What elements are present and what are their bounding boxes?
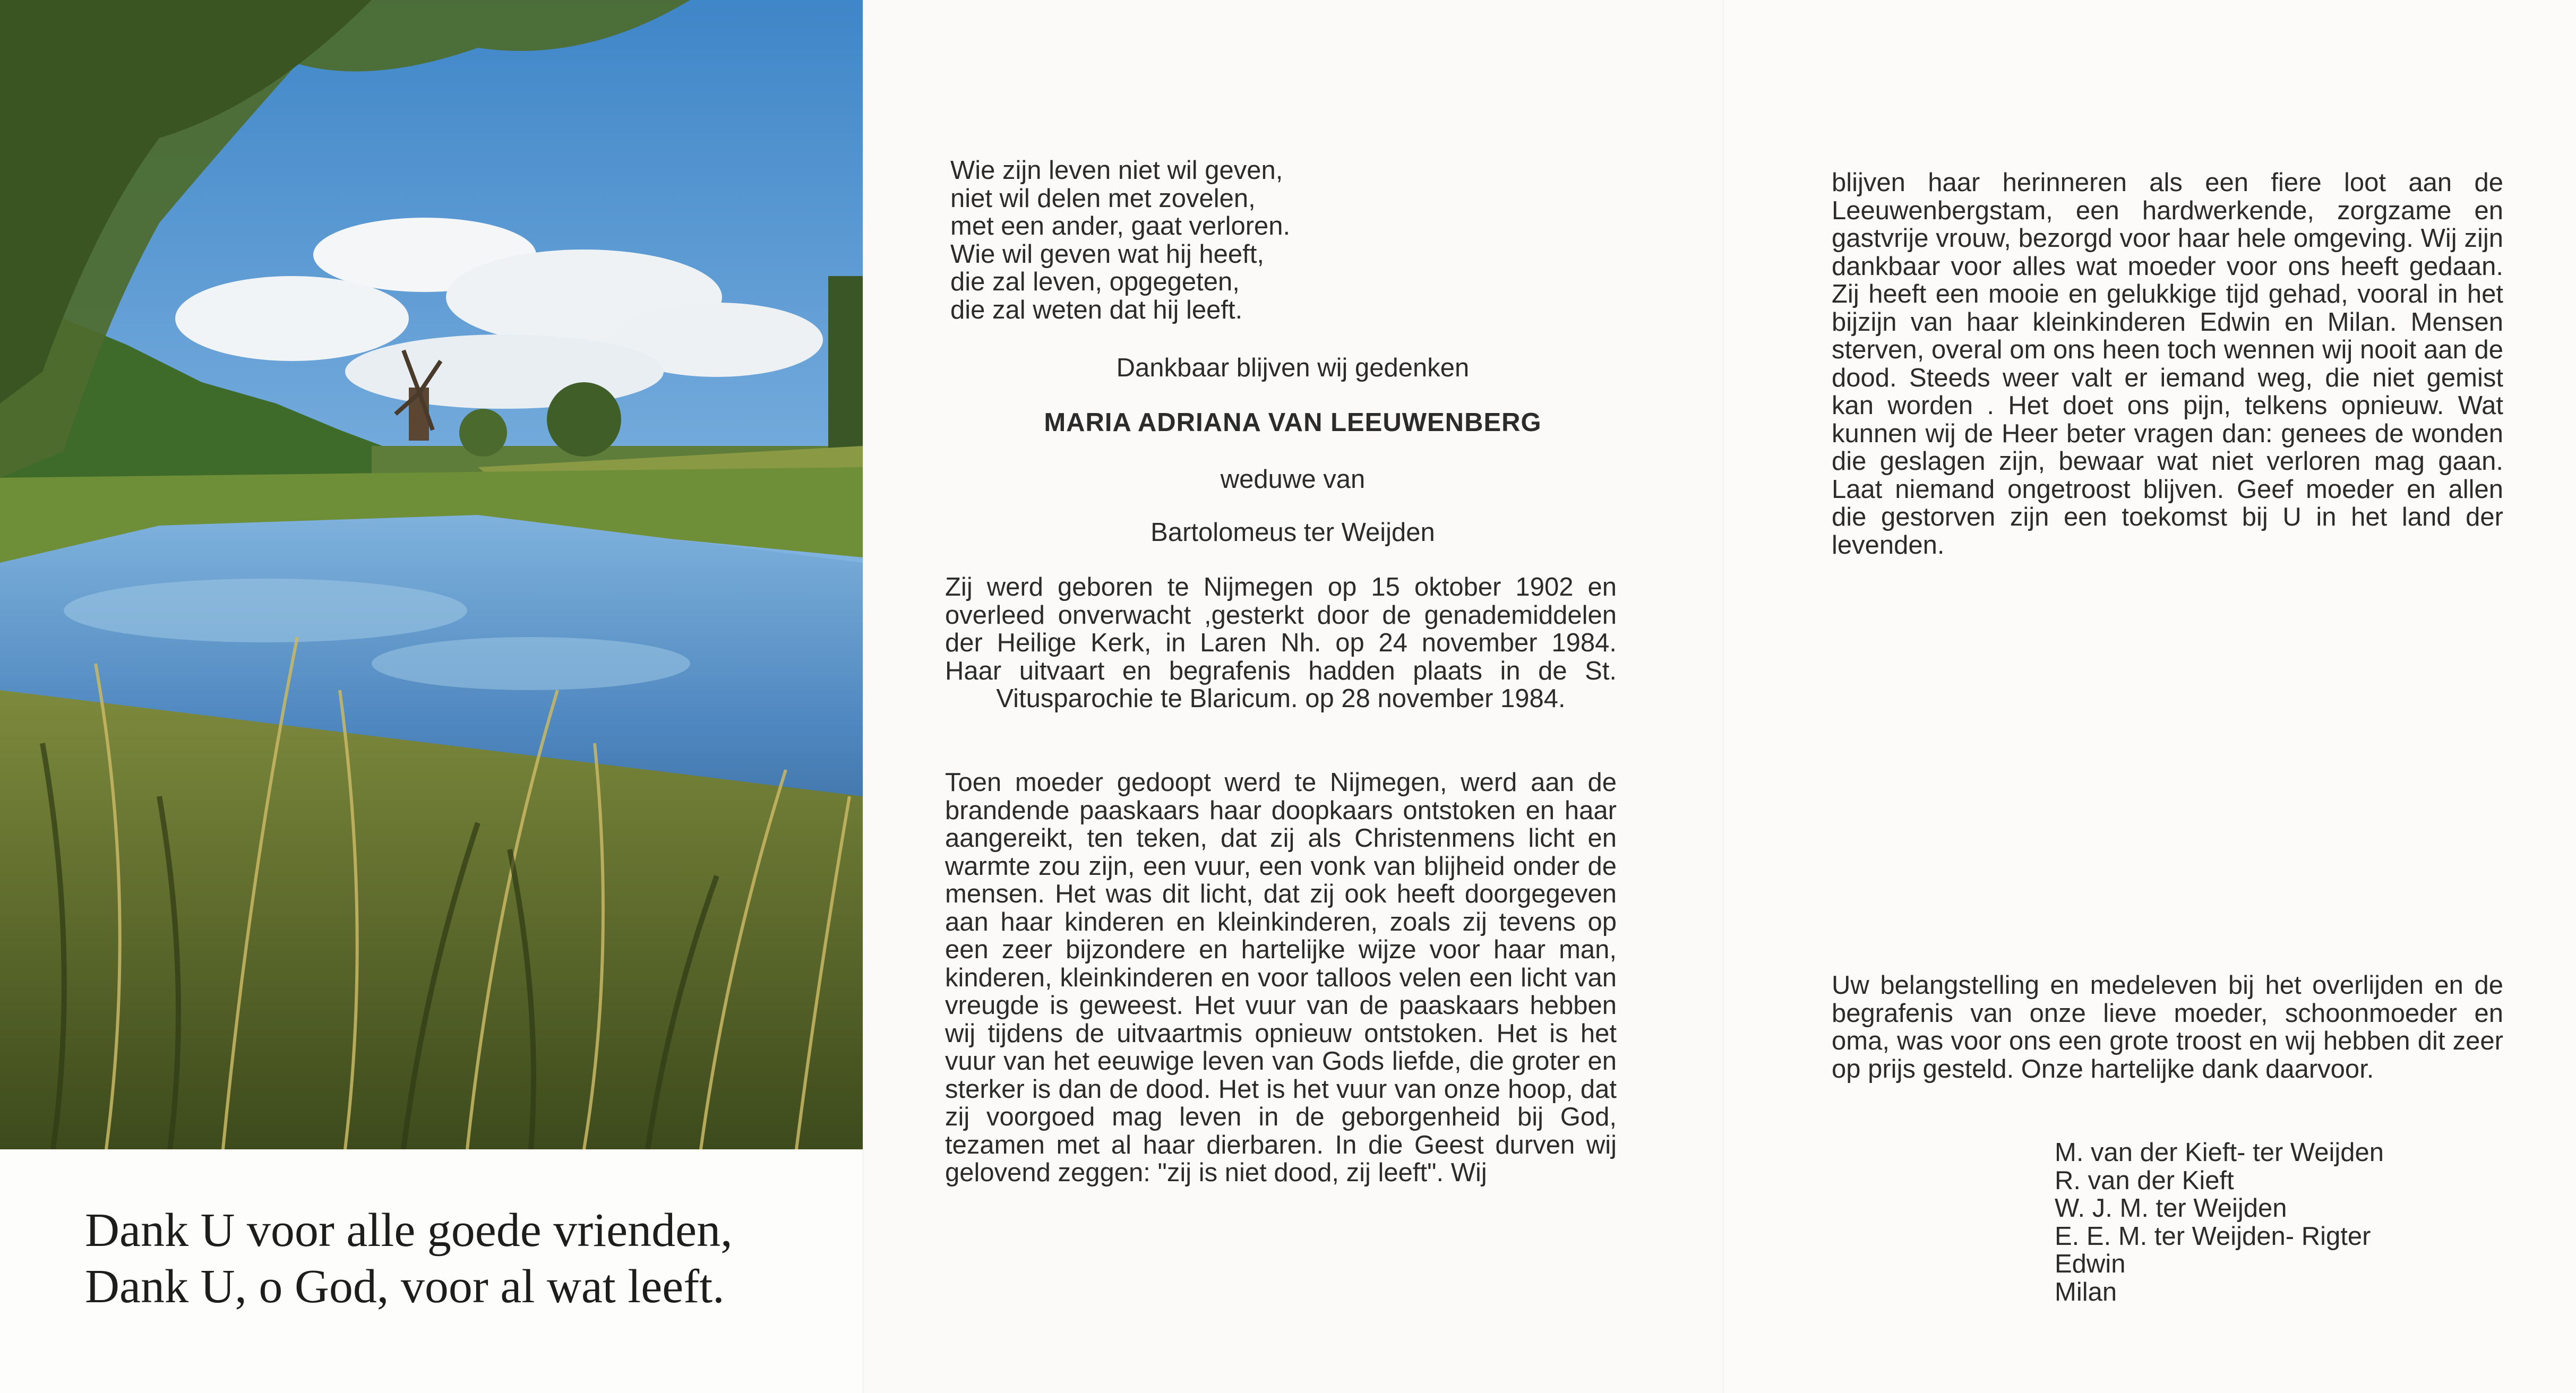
signatory: R. van der Kieft xyxy=(2055,1166,2234,1195)
biography: Zij werd geboren te Nijmegen op 15 oktober 1902 en overleed onverwacht ,gesterkt door de genademiddelen der Heilige Kerk, in Laren Nh. op 24 november 1984. Haar uitvaart en begrafenis hadden plaats in de St. Vitusparochie te Blaricum. op 28 november 1984. xyxy=(945,573,1617,713)
signatory: E. E. M. ter Weijden- Rigter xyxy=(2055,1222,2371,1251)
deceased-name: MARIA ADRIANA VAN LEEUWENBERG xyxy=(1044,408,1542,437)
poem-line: niet wil delen met zovelen, xyxy=(950,184,1256,213)
continuation-text: blijven haar herinneren als een fiere loot aan de Leeuwenbergstam, een hardwerkende, zorgzame en gastvrije vrouw, bezorgd voor haar hele omgeving. Wij zijn dankbaar voor alles wat moeder voor ons heeft gedaan. Zij heeft een mooie en gelukkige tijd gehad, vooral in het bijzijn van haar kleinkinderen Edwin en Milan. Mensen sterven, overal om ons heen toch wennen wij nooit aan de dood. Steeds weer valt er iemand weg, die niet gemist kan worden . Het doet ons pijn, telkens opnieuw. Wat kunnen wij de Heer beter vragen dan: genees de wonden die geslagen zijn, bewaar wat niet verloren mag gaan. Laat niemand ongetroost blijven. Geef moeder en allen die gestorven zijn een toekomst bij U in het land der levenden. xyxy=(1832,168,2503,560)
poem xyxy=(950,157,1290,324)
poem-line: die zal weten dat hij leeft. xyxy=(950,295,1243,324)
signatory: Edwin xyxy=(2055,1250,2126,1278)
signatories xyxy=(2055,1139,2384,1306)
intro-text: Dankbaar blijven wij gedenken xyxy=(1116,354,1470,382)
signatory: M. van der Kieft- ter Weijden xyxy=(2055,1138,2384,1167)
signatory: W. J. M. ter Weijden xyxy=(2055,1194,2287,1223)
thanks-text: Uw belangstelling en medeleven bij het overlijden en de begrafenis van onze lieve moeder, schoonmoeder en oma, was voor ons een grote troost en wij hebben dit zeer op prijs gesteld. Onze hartelijke dank daarvoor. xyxy=(1832,971,2503,1084)
poem-line: die zal leven, opgegeten, xyxy=(950,268,1240,296)
landscape-photo xyxy=(0,0,863,1149)
poem-line: met een ander, gaat verloren. xyxy=(950,212,1291,240)
signatory: Milan xyxy=(2055,1277,2117,1306)
spouse-name: Bartolomeus ter Weijden xyxy=(1150,518,1435,547)
caption xyxy=(85,1202,733,1315)
caption-line-1: Dank U voor alle goede vrienden, xyxy=(85,1204,733,1257)
relation-text: weduwe van xyxy=(1220,465,1366,494)
left-panel xyxy=(0,0,863,1393)
poem-line: Wie wil geven wat hij heeft, xyxy=(950,239,1264,269)
body-text: Toen moeder gedoopt werd te Nijmegen, werd aan de brandende paaskaars haar doopkaars ontstoken en haar aangereikt, ten teken, dat zij als Christenmens licht en warmte zou zijn, een vuur, een vonk van blijheid onder de mensen. Het was dit licht, dat zij ook heeft doorgegeven aan haar kinderen en kleinkinderen, zoals zij tevens op een zeer bijzondere en hartelijke wijze voor haar man, kinderen, kleinkinderen en voor talloos velen een licht van vreugde is geweest. Het vuur van de paaskaars hebben wij tijdens de uitvaartmis opnieuw ontstoken. Het is het vuur van het eeuwige leven van Gods liefde, die groter en sterker is dan de dood. Het is het vuur van onze hoop, dat zij voorgoed mag leven in de geborgenheid bij God, tezamen met al haar dierbaren. In die Geest durven wij gelovend zeggen: "zij is niet dood, zij leeft". Wij xyxy=(945,768,1617,1187)
poem-line: Wie zijn leven niet wil geven, xyxy=(950,156,1283,185)
caption-line-2: Dank U, o God, voor al wat leeft. xyxy=(85,1260,725,1313)
